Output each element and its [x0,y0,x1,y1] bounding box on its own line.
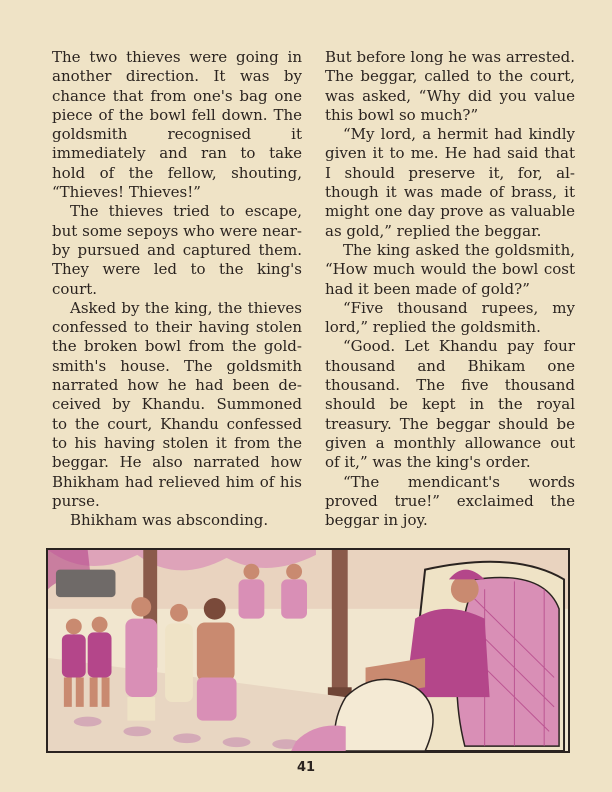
paragraph: Asked by the king, the thieves confessed to their having stolen the broken bowl from the goldsmith's house. The goldsmith narrated how he had been deceived by Khandu. Summoned to the court, Khandu confessed to his having stolen it from the beggar. He also narrated how Bhikham had relieved him of his purse. [52,298,302,510]
paragraph: “The mendicant's words proved true!” exclaimed the beggar in joy. [325,472,575,530]
court-scene-illustration [46,548,570,753]
left-text-column [52,48,302,530]
paragraph: The thieves tried to escape, but some sepoys who were nearby pursued and captured them. They were led to the king's court. [52,202,302,298]
page-number: 41 [296,760,316,775]
paragraph: “Five thousand rupees, my lord,” replied the goldsmith. [325,298,575,337]
paragraph: “Good. Let Khandu pay four thousand and Bhikam one thousand. The five thousand should be kept in the royal treasury. The beggar should be given a monthly allowance out of it,” was the king's order. [325,337,575,472]
paragraph: “My lord, a hermit had kindly given it to me. He had said that I should preserve it, for, although it was made of brass, it might one day prove as valuable as gold,” replied the beggar. [325,125,575,240]
paragraph: Bhikham was absconding. [70,511,269,530]
paragraph: But before long he was arrested. The beggar, called to the court, was asked, “Why did you value this bowl so much?” [325,48,575,124]
paragraph: The king asked the goldsmith, “How much would the bowl cost had it been made of gold?” [325,240,575,298]
paragraph: The two thieves were going in another direction. It was by chance that from one's bag one piece of the bowl fell down. The goldsmith recognised it immediately and ran to take hold of the fellow, shouting, “Thieves! Thieves!” [52,48,302,202]
court-scene-drawing [48,550,568,751]
right-text-column [325,48,575,530]
